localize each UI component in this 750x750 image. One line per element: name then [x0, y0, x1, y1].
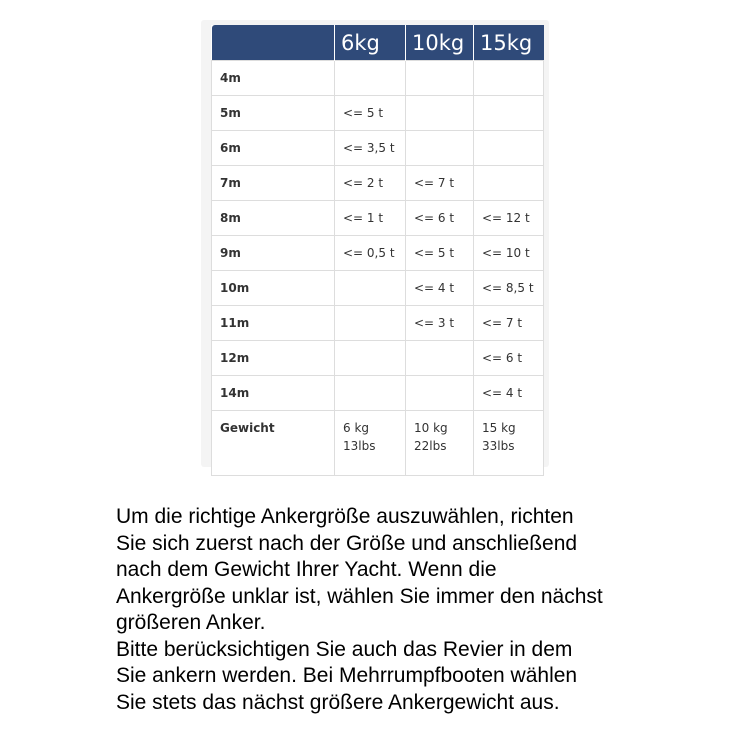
description-line: Sie sich zuerst nach der Größe und anschließend: [116, 531, 578, 555]
header-cell-10kg: 10kg: [406, 25, 474, 61]
description-line: Ankergröße unklar ist, wählen Sie immer den nächst: [116, 584, 603, 608]
table-cell: [474, 166, 544, 201]
table-cell: [406, 131, 474, 166]
table-cell: [406, 61, 474, 96]
header-cell-15kg: 15kg: [474, 25, 544, 61]
row-label: 10m: [212, 271, 335, 306]
description-line: nach dem Gewicht Ihrer Yacht. Wenn die: [116, 558, 497, 581]
row-label: 9m: [212, 236, 335, 271]
row-label: 8m: [212, 201, 335, 236]
table-cell: [335, 376, 406, 411]
weight-lbs: 13lbs: [343, 439, 376, 453]
weight-cell-10kg: [406, 411, 474, 476]
row-label: 6m: [212, 131, 335, 166]
header-cell-corner: [212, 25, 335, 61]
weight-lbs: 33lbs: [482, 439, 515, 453]
row-label: 7m: [212, 166, 335, 201]
description-line: Sie stets das nächst größere Ankergewicht aus.: [116, 690, 560, 714]
row-label: 12m: [212, 341, 335, 376]
table-row: [212, 166, 544, 201]
table-row: [212, 131, 544, 166]
row-label: 11m: [212, 306, 335, 341]
table-cell: <= 4 t: [406, 271, 474, 306]
table-cell: <= 7 t: [474, 306, 544, 341]
row-label: 14m: [212, 376, 335, 411]
table-row: [212, 341, 544, 376]
table-row: [212, 306, 544, 341]
row-label-weight: Gewicht: [212, 411, 335, 476]
weight-kg: 15 kg: [482, 421, 516, 435]
table-row: [212, 236, 544, 271]
weight-kg: 6 kg: [343, 421, 370, 435]
table-cell: <= 5 t: [406, 236, 474, 271]
table-header-row: [212, 25, 544, 61]
table-row: [212, 96, 544, 131]
table-cell: <= 3 t: [406, 306, 474, 341]
table-row: [212, 61, 544, 96]
table-cell: <= 10 t: [474, 236, 544, 271]
table-cell: <= 12 t: [474, 201, 544, 236]
table-cell: <= 7 t: [406, 166, 474, 201]
description-line: Sie ankern werden. Bei Mehrrumpfbooten wählen: [116, 664, 578, 687]
table-cell: <= 3,5 t: [335, 131, 406, 166]
description-line: Bitte berücksichtigen Sie auch das Revier in dem: [116, 637, 573, 661]
table-cell: [335, 306, 406, 341]
table-cell: <= 1 t: [335, 201, 406, 236]
table-cell: <= 0,5 t: [335, 236, 406, 271]
weight-lbs: 22lbs: [414, 439, 447, 453]
table-cell: [474, 131, 544, 166]
table-cell: <= 2 t: [335, 166, 406, 201]
weight-kg: 10 kg: [414, 421, 448, 435]
header-cell-6kg: 6kg: [335, 25, 406, 61]
table-row: [212, 271, 544, 306]
description-line: größeren Anker.: [116, 611, 266, 634]
table-cell: <= 8,5 t: [474, 271, 544, 306]
table-cell: [335, 271, 406, 306]
weight-cell-6kg: [335, 411, 406, 476]
table-cell: <= 6 t: [474, 341, 544, 376]
table-cell: [335, 61, 406, 96]
table-cell: [406, 341, 474, 376]
anchor-size-table: [211, 25, 544, 476]
table-row: [212, 376, 544, 411]
table-cell: [406, 376, 474, 411]
description-line: Um die richtige Ankergröße auszuwählen, richten: [116, 505, 574, 528]
weight-row: [212, 411, 544, 476]
table-row: [212, 201, 544, 236]
table-cell: [406, 96, 474, 131]
row-label: 4m: [212, 61, 335, 96]
table-cell: [474, 96, 544, 131]
row-label: 5m: [212, 96, 335, 131]
weight-cell-15kg: [474, 411, 544, 476]
table-cell: <= 4 t: [474, 376, 544, 411]
table-cell: [474, 61, 544, 96]
table-cell: [335, 341, 406, 376]
table-cell: <= 5 t: [335, 96, 406, 131]
description-text: [116, 504, 726, 716]
table-cell: <= 6 t: [406, 201, 474, 236]
